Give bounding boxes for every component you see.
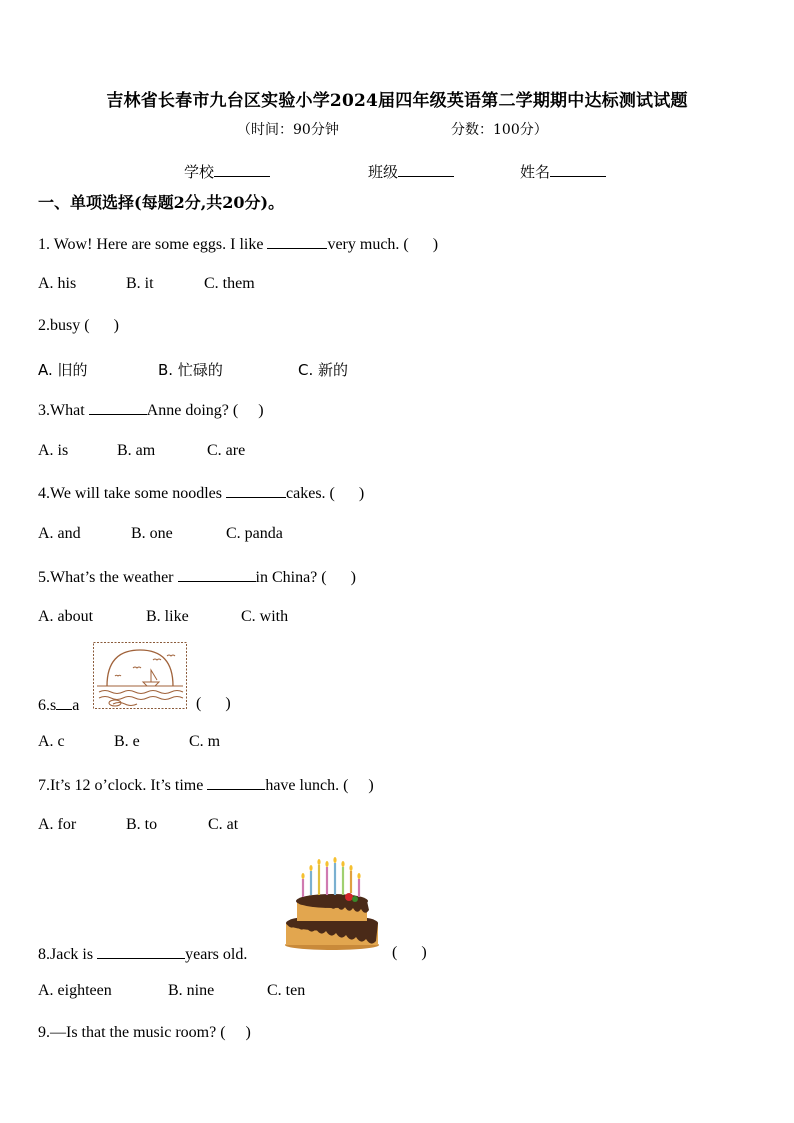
name-blank[interactable] bbox=[550, 162, 606, 177]
question-paren: ) bbox=[113, 317, 119, 334]
option-a[interactable]: A. and bbox=[38, 525, 81, 542]
question-text: 6.s bbox=[38, 697, 57, 714]
question-text: 3.What bbox=[38, 402, 89, 419]
option-c[interactable]: C. panda bbox=[226, 525, 283, 542]
option-a[interactable]: A. about bbox=[38, 608, 94, 625]
option-b[interactable]: B. one bbox=[131, 525, 173, 542]
question-text: have lunch. ( bbox=[265, 777, 349, 794]
question-text: cakes. ( bbox=[286, 485, 335, 502]
option-c[interactable]: C. 新的 bbox=[298, 361, 349, 379]
option-b[interactable]: B. nine bbox=[168, 982, 215, 999]
answer-blank[interactable] bbox=[89, 400, 147, 415]
answer-blank[interactable] bbox=[56, 695, 72, 710]
question-paren: ( bbox=[196, 695, 202, 712]
question-8-paren bbox=[392, 944, 427, 962]
question-paren: ) bbox=[258, 402, 264, 419]
school-label: 学校 bbox=[184, 163, 215, 181]
option-a[interactable]: A. for bbox=[38, 816, 77, 833]
question-5 bbox=[38, 567, 356, 587]
answer-blank[interactable] bbox=[97, 944, 185, 959]
question-paren: ) bbox=[421, 944, 427, 961]
question-3 bbox=[38, 400, 264, 420]
option-b[interactable]: B. e bbox=[114, 733, 140, 750]
option-b[interactable]: B. like bbox=[146, 608, 189, 625]
question-text: 4.We will take some noodles bbox=[38, 485, 227, 502]
question-text: Anne doing? ( bbox=[146, 402, 239, 419]
question-8 bbox=[38, 944, 247, 964]
question-7 bbox=[38, 775, 374, 795]
question-text: very much. ( bbox=[327, 236, 409, 253]
question-1 bbox=[38, 234, 438, 254]
question-text: 5.What’s the weather bbox=[38, 569, 178, 586]
question-6 bbox=[38, 695, 79, 715]
question-paren: ) bbox=[368, 777, 374, 794]
option-c[interactable]: C. them bbox=[204, 275, 255, 292]
question-text: 7.It’s 12 o’clock. It’s time bbox=[38, 777, 208, 794]
answer-blank[interactable] bbox=[267, 234, 327, 249]
question-text: in China? ( bbox=[255, 569, 327, 586]
option-a[interactable]: A. c bbox=[38, 733, 65, 750]
school-blank[interactable] bbox=[214, 162, 270, 177]
class-field[interactable] bbox=[368, 161, 454, 182]
question-paren: ) bbox=[225, 695, 231, 712]
option-c[interactable]: C. ten bbox=[267, 982, 306, 999]
option-c[interactable]: C. with bbox=[241, 608, 289, 625]
question-paren: ( bbox=[392, 944, 398, 961]
class-label: 班级 bbox=[368, 163, 399, 181]
answer-blank[interactable] bbox=[178, 567, 256, 582]
question-2 bbox=[38, 317, 119, 335]
option-b[interactable]: B. to bbox=[126, 816, 158, 833]
question-4 bbox=[38, 483, 364, 503]
class-blank[interactable] bbox=[398, 162, 454, 177]
birthday-cake-picture bbox=[283, 853, 381, 951]
option-a[interactable]: A. is bbox=[38, 442, 69, 459]
name-label: 姓名 bbox=[520, 163, 551, 181]
option-a[interactable]: A. his bbox=[38, 275, 77, 292]
question-paren: ) bbox=[432, 236, 439, 253]
question-text: 8.Jack is bbox=[38, 946, 98, 963]
option-b[interactable]: B. am bbox=[117, 442, 156, 459]
question-6-paren bbox=[196, 695, 231, 713]
page-title: 吉林省长春市九台区实验小学2024届四年级英语第二学期期中达标测试试题 bbox=[106, 91, 688, 111]
question-text: 1. Wow! Here are some eggs. I like bbox=[38, 236, 268, 253]
question-9 bbox=[38, 1024, 251, 1042]
answer-blank[interactable] bbox=[226, 483, 286, 498]
school-field[interactable] bbox=[184, 161, 270, 182]
question-text: years old. bbox=[185, 946, 248, 963]
question-text: 2.busy ( bbox=[38, 317, 90, 334]
question-paren: ) bbox=[358, 485, 365, 502]
question-text: a bbox=[72, 697, 80, 714]
name-field[interactable] bbox=[520, 161, 606, 182]
exam-score: 分数：100分） bbox=[451, 122, 548, 138]
sea-picture bbox=[93, 642, 187, 709]
answer-blank[interactable] bbox=[207, 775, 265, 790]
question-paren: ) bbox=[245, 1024, 251, 1041]
option-c[interactable]: C. are bbox=[207, 442, 246, 459]
section-title: 一、单项选择(每题2分,共20分)。 bbox=[38, 193, 285, 212]
question-text: 9.—Is that the music room? ( bbox=[38, 1024, 226, 1041]
option-b[interactable]: B. 忙碌的 bbox=[158, 361, 223, 379]
option-a[interactable]: A. eighteen bbox=[38, 982, 112, 999]
option-a[interactable]: A. 旧的 bbox=[38, 361, 88, 379]
exam-time: （时间：90分钟 bbox=[237, 122, 339, 138]
option-b[interactable]: B. it bbox=[126, 275, 154, 292]
option-c[interactable]: C. m bbox=[189, 733, 221, 750]
question-paren: ) bbox=[350, 569, 356, 586]
option-c[interactable]: C. at bbox=[208, 816, 239, 833]
